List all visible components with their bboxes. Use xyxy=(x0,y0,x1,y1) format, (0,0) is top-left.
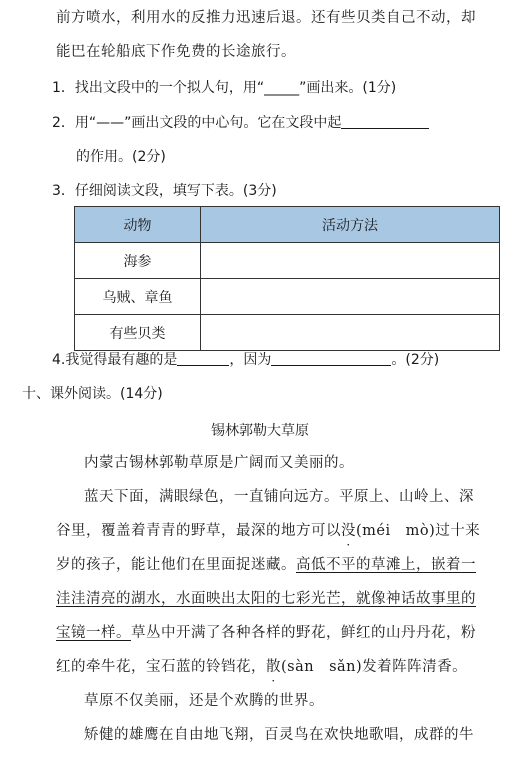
text-line: 能巴在轮船底下作免费的长途旅行。 xyxy=(56,44,296,60)
underlined-sentence: 高低不平的草滩上，嵌着一 xyxy=(296,557,476,573)
section-heading: 十、课外阅读。(14分) xyxy=(22,386,163,402)
text-span: 岁的孩子，能让他们在里面捉迷藏。 xyxy=(56,557,296,573)
answer-cell[interactable] xyxy=(201,279,500,315)
paragraph: 矫健的雄鹰在自由地飞翔，百灵鸟在欢快地歌唱，成群的牛 xyxy=(84,727,474,743)
paragraph-line xyxy=(56,623,476,643)
pinyin-options: (méi mò)过十来 xyxy=(356,523,481,539)
text-span: 红的牵牛花，宝石蓝的铃铛花， xyxy=(56,659,266,675)
paragraph-line: 蓝天下面，满眼绿色，一直铺向远方。平原上、山岭上、深 xyxy=(84,489,474,505)
question-4-text: ，因为 xyxy=(229,352,272,368)
underlined-sentence: 宝镜一样。 xyxy=(56,625,131,641)
table-row xyxy=(75,315,500,351)
answer-blank[interactable] xyxy=(177,351,229,366)
text-line: 前方喷水，利用水的反推力迅速后退。还有些贝类自己不动，却 xyxy=(56,10,476,26)
question-1-text: 1．找出文段中的一个拟人句，用“ xyxy=(52,80,265,96)
text-span: 谷里，覆盖着青青的野草，最深的地方可以 xyxy=(56,523,341,539)
answer-blank[interactable] xyxy=(271,351,391,366)
question-4-text: 4.我觉得最有趣的是 xyxy=(52,352,178,368)
question-2-text: 2．用“——”画出文段的中心句。它在文段中起 xyxy=(52,115,342,131)
underlined-sentence: 洼洼清亮的湖水，水面映出太阳的七彩光芒，就像神话故事里的 xyxy=(56,591,476,607)
pinyin-options: (sàn sǎn)发着阵阵清香。 xyxy=(281,659,468,675)
passage-title: 锡林郭勒大草原 xyxy=(211,423,309,439)
question-3: 3．仔细阅读文段，填写下表。(3分) xyxy=(52,183,277,199)
answer-table xyxy=(74,206,500,351)
answer-cell[interactable] xyxy=(201,243,500,279)
underline-mark: _____ xyxy=(264,80,300,96)
answer-blank[interactable] xyxy=(341,114,429,129)
text-span: 草丛中开满了各种各样的野花，鲜红的山丹丹花，粉 xyxy=(131,625,476,641)
question-2 xyxy=(52,113,429,133)
table-cell: 乌贼、章鱼 xyxy=(75,279,201,315)
table-row xyxy=(75,279,500,315)
question-4 xyxy=(52,350,439,370)
paragraph-line xyxy=(56,657,467,677)
question-4-points: 。(2分) xyxy=(391,352,440,368)
table-cell: 有些贝类 xyxy=(75,315,201,351)
answer-cell[interactable] xyxy=(201,315,500,351)
paragraph: 草原不仅美丽，还是个欢腾的世界。 xyxy=(84,693,324,709)
dotted-char: 散 xyxy=(266,659,281,675)
dotted-char: 没 xyxy=(341,523,356,539)
paragraph-line xyxy=(56,555,476,575)
table-cell: 海参 xyxy=(75,243,201,279)
question-1-points: ”画出来。(1分) xyxy=(299,80,397,96)
table-row xyxy=(75,243,500,279)
table-header: 动物 xyxy=(75,207,201,243)
paragraph-line xyxy=(56,521,480,541)
question-2-cont: 的作用。(2分) xyxy=(76,149,166,165)
paragraph: 内蒙古锡林郭勒草原是广阔而又美丽的。 xyxy=(84,455,354,471)
table-header: 活动方法 xyxy=(201,207,500,243)
question-1 xyxy=(52,78,396,98)
